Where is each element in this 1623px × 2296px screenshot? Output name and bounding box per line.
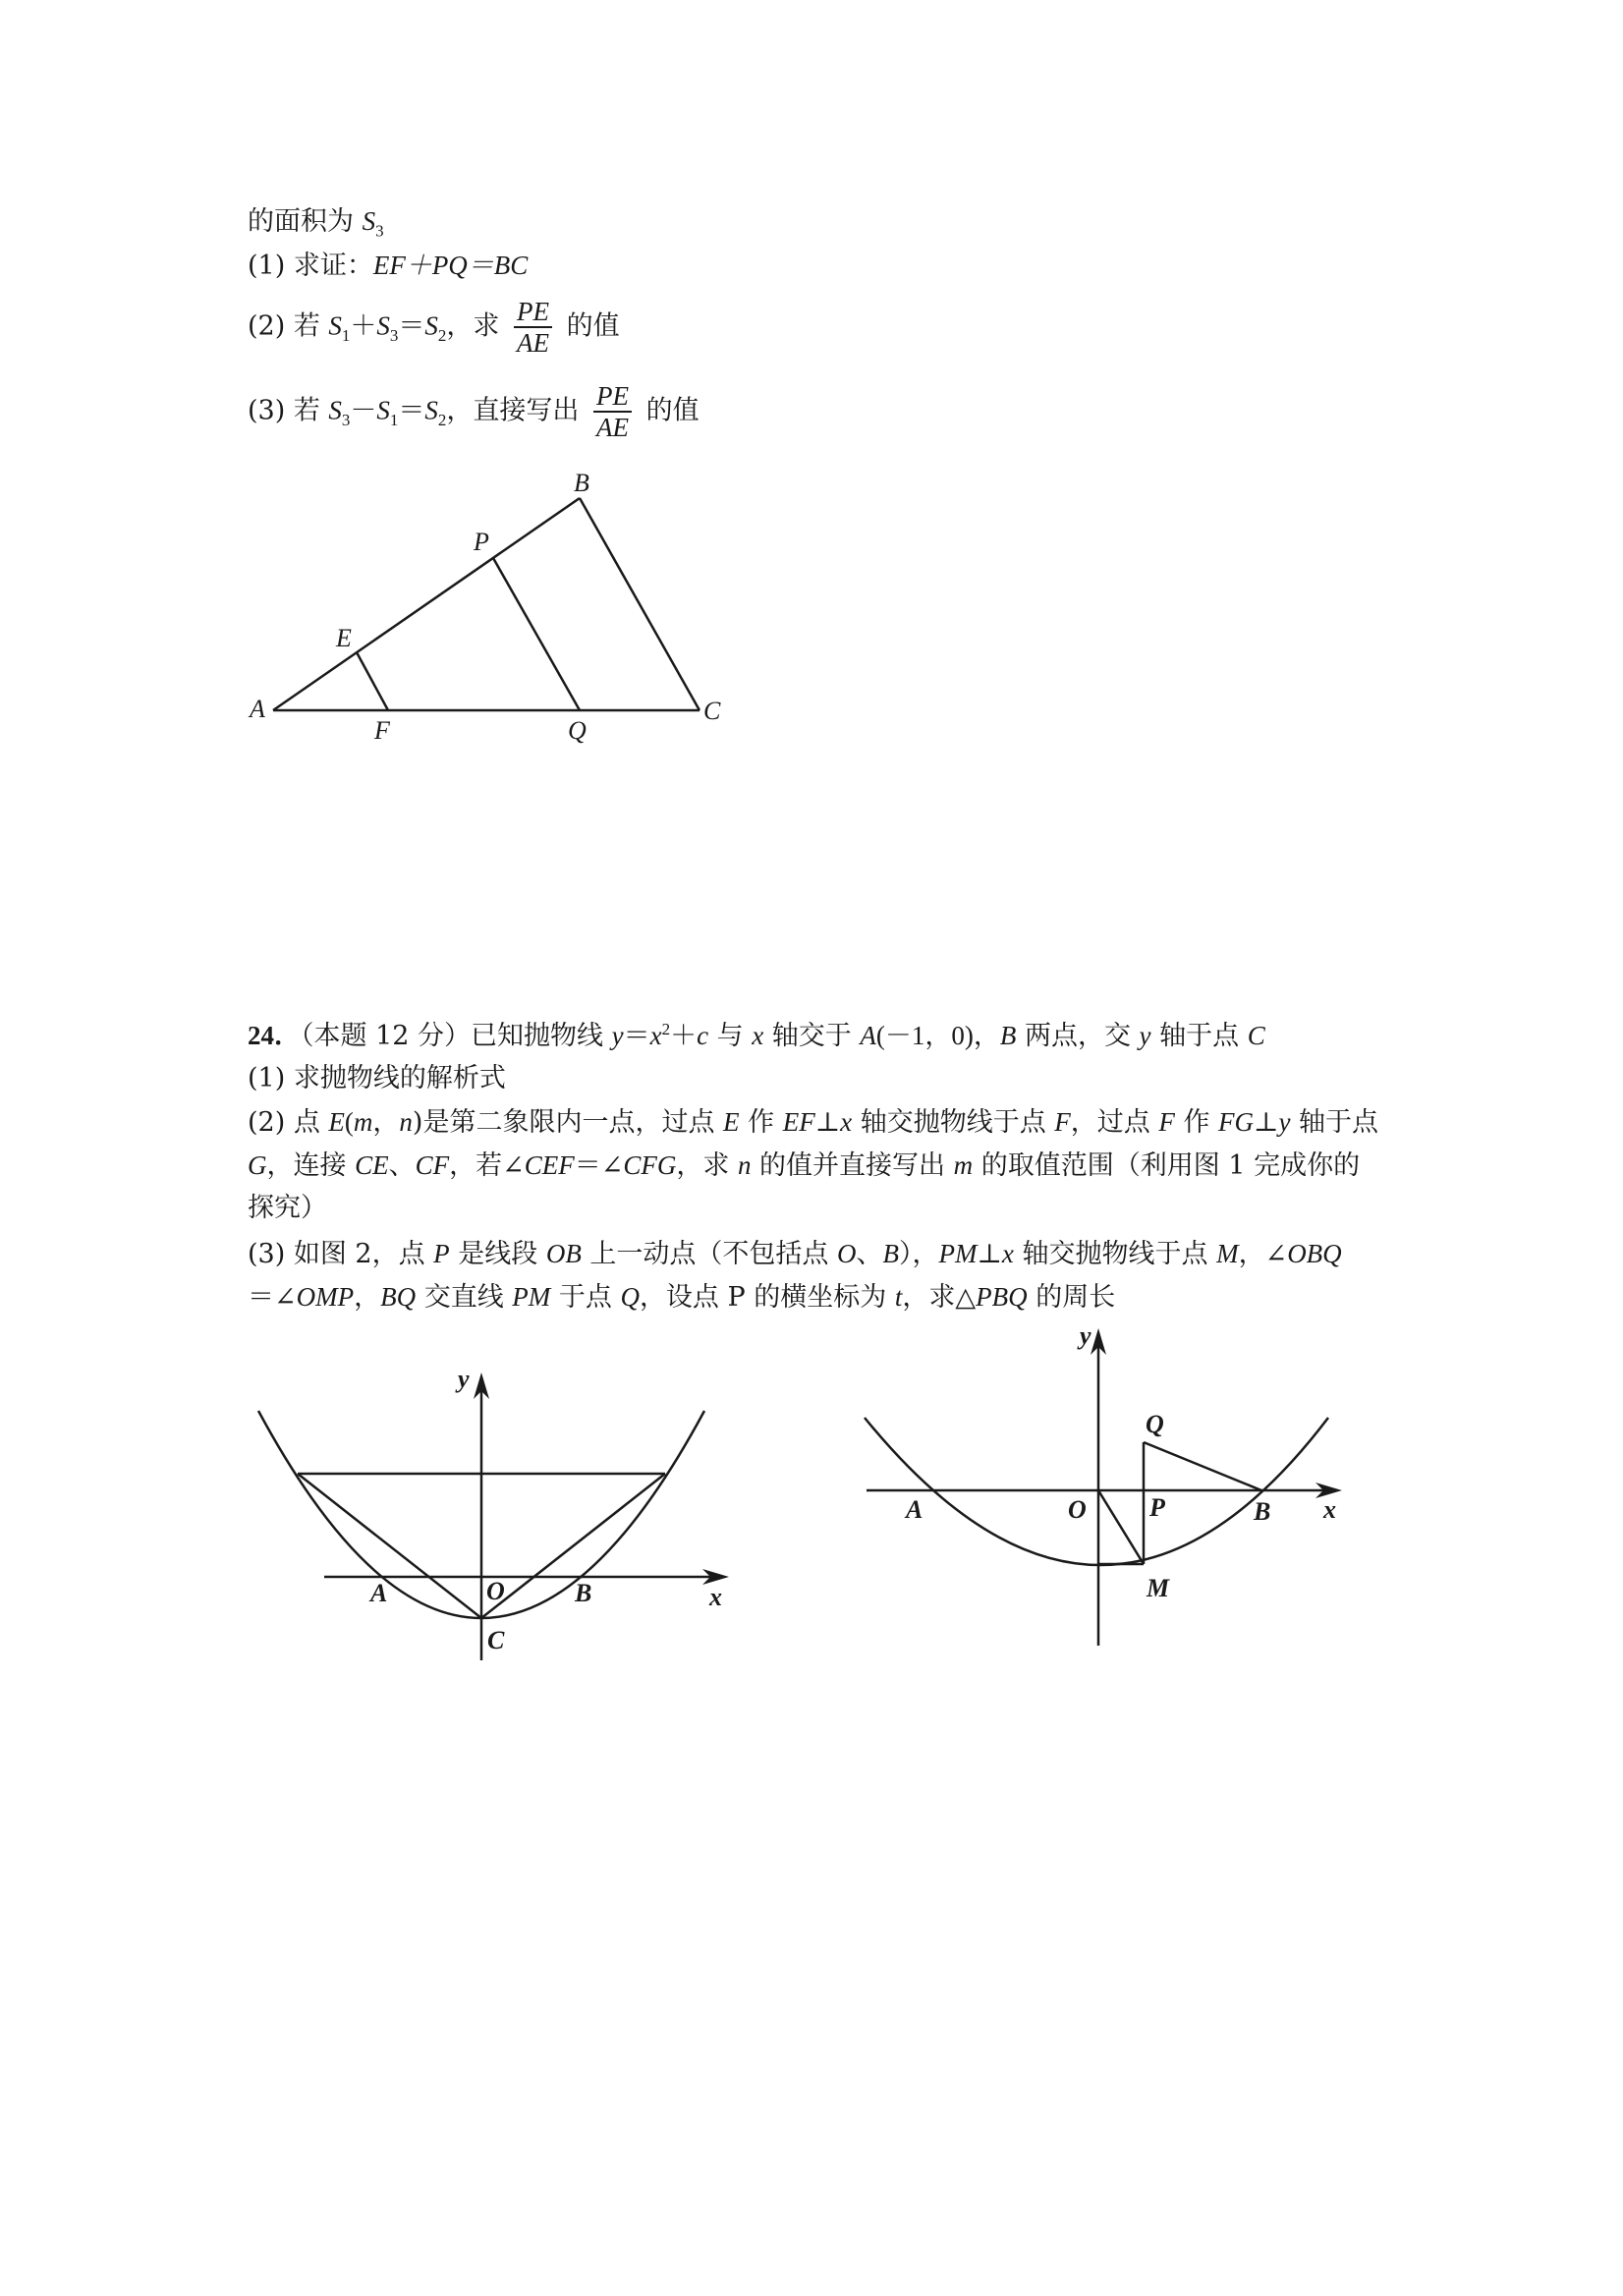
p24-intro-coord: (－1，0)， xyxy=(875,1021,1000,1050)
p24-q2l2-d: ＝∠ xyxy=(574,1150,624,1181)
segment-PQ xyxy=(493,558,580,710)
p23-question-1 xyxy=(248,246,528,286)
p24-intro-A: A xyxy=(860,1021,876,1050)
fig1-label-y: y xyxy=(458,1365,470,1393)
p24-q2l2-CEF: CEF xyxy=(524,1150,575,1180)
p24-intro2: 与 xyxy=(708,1021,753,1051)
p24-q2l2-m: m xyxy=(953,1150,974,1180)
p23-q2-numerator: PE xyxy=(517,297,550,326)
p24-figure-1 xyxy=(246,1356,756,1670)
p23-q1-label: (1) 求证： xyxy=(248,251,373,281)
p24-q3l2-PBQ: PBQ xyxy=(976,1282,1028,1312)
label-Q: Q xyxy=(568,716,587,745)
p24-q3-e: ）， xyxy=(899,1239,939,1269)
p23-q3-sub3: 3 xyxy=(341,410,351,429)
p24-q2-comma: ， xyxy=(372,1107,400,1138)
fig2-label-M: M xyxy=(1147,1574,1170,1602)
segment-AB xyxy=(273,498,580,710)
p24-q2-F2: F xyxy=(1158,1107,1175,1137)
fig2-label-Q: Q xyxy=(1146,1410,1164,1438)
p23-question-2 xyxy=(248,297,620,358)
p23-q2-fraction xyxy=(514,297,552,358)
fig2-label-O: O xyxy=(1068,1495,1087,1524)
p24-eq-eq: ＝ xyxy=(623,1021,650,1051)
p24-q2-EF: EF xyxy=(782,1107,815,1137)
p23-q2-op: ＋ xyxy=(350,310,377,342)
p23-area-sub: 3 xyxy=(375,221,384,241)
p23-q2-sub2: 2 xyxy=(437,325,447,345)
p24-q2-d: ，过点 xyxy=(1070,1107,1159,1138)
p23-q3-fraction xyxy=(593,381,632,442)
p24-q2l2-e: ，求 xyxy=(676,1150,738,1181)
p24-q2-E: E xyxy=(328,1107,345,1137)
p23-q2-S3: S xyxy=(376,310,390,341)
fig1-label-B: B xyxy=(575,1579,592,1607)
p23-area-S: S xyxy=(362,206,376,236)
p23-q2-eq: ＝ xyxy=(398,310,425,342)
p24-eq-y: y xyxy=(611,1021,624,1050)
p23-area-text: 的面积为 xyxy=(248,206,363,237)
p24-intro4: 两点，交 xyxy=(1016,1021,1140,1051)
p23-line-area xyxy=(248,201,384,242)
p24-q2-perp2: ⊥ xyxy=(1254,1107,1279,1138)
p24-question-2-line1 xyxy=(248,1102,1378,1143)
label-F: F xyxy=(374,716,390,745)
fig1-label-O: O xyxy=(486,1577,505,1605)
fig2-label-P: P xyxy=(1149,1493,1165,1522)
p24-q1-text: (1) 求抛物线的解析式 xyxy=(248,1063,506,1093)
p24-q2-y: y xyxy=(1278,1107,1291,1137)
p23-q3-S3: S xyxy=(328,395,342,425)
p23-q2-denominator: AE xyxy=(514,326,552,358)
p24-q3l2-g: 的周长 xyxy=(1027,1282,1116,1313)
fig2-segment-OM xyxy=(1098,1490,1144,1564)
fig2-segment-QB xyxy=(1144,1442,1261,1490)
p24-q2l2-CE: CE xyxy=(355,1150,389,1180)
p24-q3-O: O xyxy=(837,1239,857,1268)
p24-q2l2-b: 、 xyxy=(388,1150,416,1181)
p23-q3-sub1: 1 xyxy=(389,410,399,429)
p24-q3l2-f: ，求△ xyxy=(902,1282,977,1313)
p24-q3-g: ，∠ xyxy=(1238,1239,1288,1269)
p24-q3-OB: OB xyxy=(545,1239,582,1268)
p24-q2-b: 作 xyxy=(739,1107,783,1138)
p24-question-2-line2 xyxy=(248,1146,1360,1186)
p24-question-3-line1 xyxy=(248,1234,1342,1274)
p24-q3-PM: PM xyxy=(938,1239,978,1268)
p23-q1-expr: EF＋PQ＝BC xyxy=(372,251,529,280)
p23-q2-label: (2) 若 xyxy=(248,310,329,342)
p23-q2-end: 的值 xyxy=(558,310,620,342)
p24-q2-F: F xyxy=(1054,1107,1071,1137)
p24-q3-c: 上一动点（不包括点 xyxy=(581,1239,838,1269)
p24-q3l2-OMP: OMP xyxy=(296,1282,355,1312)
p24-q3-M: M xyxy=(1216,1239,1239,1268)
p24-q3-P: P xyxy=(433,1239,450,1268)
p24-q2l2-f: 的值并直接写出 xyxy=(751,1150,954,1181)
p24-eq-x: x xyxy=(649,1021,662,1050)
p23-q3-label: (3) 若 xyxy=(248,395,329,426)
p24-q3l2-t: t xyxy=(894,1282,903,1312)
p24-q2-FG: FG xyxy=(1218,1107,1255,1137)
p24-intro xyxy=(248,1016,1265,1056)
p24-question-2-line3 xyxy=(248,1189,327,1228)
p24-q3l2-a: ＝∠ xyxy=(248,1282,297,1313)
p24-q2-c: 轴交抛物线于点 xyxy=(852,1107,1055,1138)
fig1-segment-CE xyxy=(298,1474,481,1618)
p24-q3l2-e: ，设点 P 的横坐标为 xyxy=(639,1282,895,1313)
p24-intro-text: （本题 12 分）已知抛物线 xyxy=(301,1021,612,1051)
p24-q2l3-text: 探究） xyxy=(248,1193,327,1223)
p24-intro3: 轴交于 xyxy=(763,1021,861,1051)
p24-q3l2-Q: Q xyxy=(620,1282,640,1312)
p24-q3-b: 是线段 xyxy=(449,1239,546,1269)
p23-q3-op: － xyxy=(350,395,377,426)
p24-question-1 xyxy=(248,1059,506,1098)
p23-q2-mid: ，求 xyxy=(446,310,509,342)
p24-q2-x: x xyxy=(840,1107,853,1137)
figure-2-lines xyxy=(865,1328,1342,1646)
fig2-label-y: y xyxy=(1080,1321,1091,1350)
p23-q2-S2: S xyxy=(424,310,438,341)
p24-eq-plus: ＋ xyxy=(670,1021,698,1051)
fig2-label-x: x xyxy=(1323,1495,1336,1524)
p24-q2l2-CF: CF xyxy=(415,1150,450,1180)
p23-q3-S1: S xyxy=(376,395,390,425)
p23-q3-eq: ＝ xyxy=(398,395,425,426)
p24-q2l2-a: ，连接 xyxy=(266,1150,356,1181)
p24-q3-OBQ: OBQ xyxy=(1287,1239,1342,1268)
p23-q3-end: 的值 xyxy=(638,395,700,426)
p23-q3-denominator: AE xyxy=(593,411,632,442)
label-E: E xyxy=(336,624,352,652)
p24-q2-a: (2) 点 xyxy=(248,1107,329,1138)
p24-q2l2-c: ，若∠ xyxy=(449,1150,525,1181)
p24-number: 24． xyxy=(248,1021,301,1050)
p24-eq-c: c xyxy=(697,1021,709,1050)
p24-q2-perp: ⊥ xyxy=(814,1107,841,1138)
p23-q3-sub2: 2 xyxy=(437,410,447,429)
p24-q3l2-c: 交直线 xyxy=(416,1282,513,1313)
p23-q3-S2: S xyxy=(424,395,438,425)
p23-q3-numerator: PE xyxy=(596,381,630,411)
fig1-segment-CF xyxy=(481,1474,665,1618)
p24-q3-d: 、 xyxy=(856,1239,883,1269)
p24-figure-2 xyxy=(855,1316,1366,1651)
p24-q3l2-PM: PM xyxy=(512,1282,551,1312)
p24-q3l2-BQ: BQ xyxy=(380,1282,417,1312)
p24-q3l2-d: 于点 xyxy=(550,1282,621,1313)
p24-q3-B: B xyxy=(882,1239,900,1268)
fig1-label-A: A xyxy=(370,1579,388,1607)
label-P: P xyxy=(474,528,489,556)
p23-q2-sub1: 1 xyxy=(341,325,351,345)
p23-triangle-figure xyxy=(236,462,747,756)
label-C: C xyxy=(703,697,721,725)
p24-q2-E2: E xyxy=(723,1107,740,1137)
p24-q3l2-b: ， xyxy=(354,1282,381,1313)
label-A: A xyxy=(250,695,265,723)
fig1-label-C: C xyxy=(487,1626,505,1654)
p24-q2l2-CFG: CFG xyxy=(623,1150,677,1180)
p24-q2-f: 轴于点 xyxy=(1290,1107,1379,1138)
figure-1-lines xyxy=(258,1372,729,1660)
fig1-label-x: x xyxy=(709,1583,722,1611)
p23-q2-S1: S xyxy=(328,310,342,341)
p24-q3-perp: ⊥ xyxy=(977,1239,1002,1269)
p24-question-3-line2 xyxy=(248,1277,1115,1317)
segment-BC xyxy=(580,498,700,710)
p24-q3-a: (3) 如图 2，点 xyxy=(248,1239,434,1269)
p24-q2-close: )是第二象限内一点，过点 xyxy=(412,1107,724,1138)
p24-q2-n: n xyxy=(399,1107,413,1137)
p24-eq-sup: 2 xyxy=(661,1020,671,1038)
p24-q2-open: ( xyxy=(344,1107,354,1137)
p24-q2-m: m xyxy=(353,1107,373,1137)
p24-intro-y: y xyxy=(1139,1021,1151,1050)
p23-q2-sub3: 3 xyxy=(389,325,399,345)
fig2-label-B: B xyxy=(1254,1497,1271,1526)
p24-intro-B: B xyxy=(999,1021,1017,1050)
p24-intro5: 轴于点 xyxy=(1150,1021,1248,1051)
segment-EF xyxy=(357,652,388,710)
p24-q2l2-g: 的取值范围（利用图 1 完成你的 xyxy=(973,1150,1361,1181)
p24-q3-x: x xyxy=(1001,1239,1014,1268)
p24-intro-C: C xyxy=(1247,1021,1265,1050)
p24-intro-x: x xyxy=(752,1021,764,1050)
label-B: B xyxy=(574,469,589,497)
p23-q3-mid: ，直接写出 xyxy=(446,395,588,426)
p24-q2l2-G: G xyxy=(248,1150,267,1180)
p24-q3-f: 轴交抛物线于点 xyxy=(1013,1239,1217,1269)
p24-q2l2-n: n xyxy=(737,1150,752,1180)
p23-question-3 xyxy=(248,381,700,442)
p24-q2-e: 作 xyxy=(1174,1107,1219,1138)
fig2-label-A: A xyxy=(906,1495,923,1524)
